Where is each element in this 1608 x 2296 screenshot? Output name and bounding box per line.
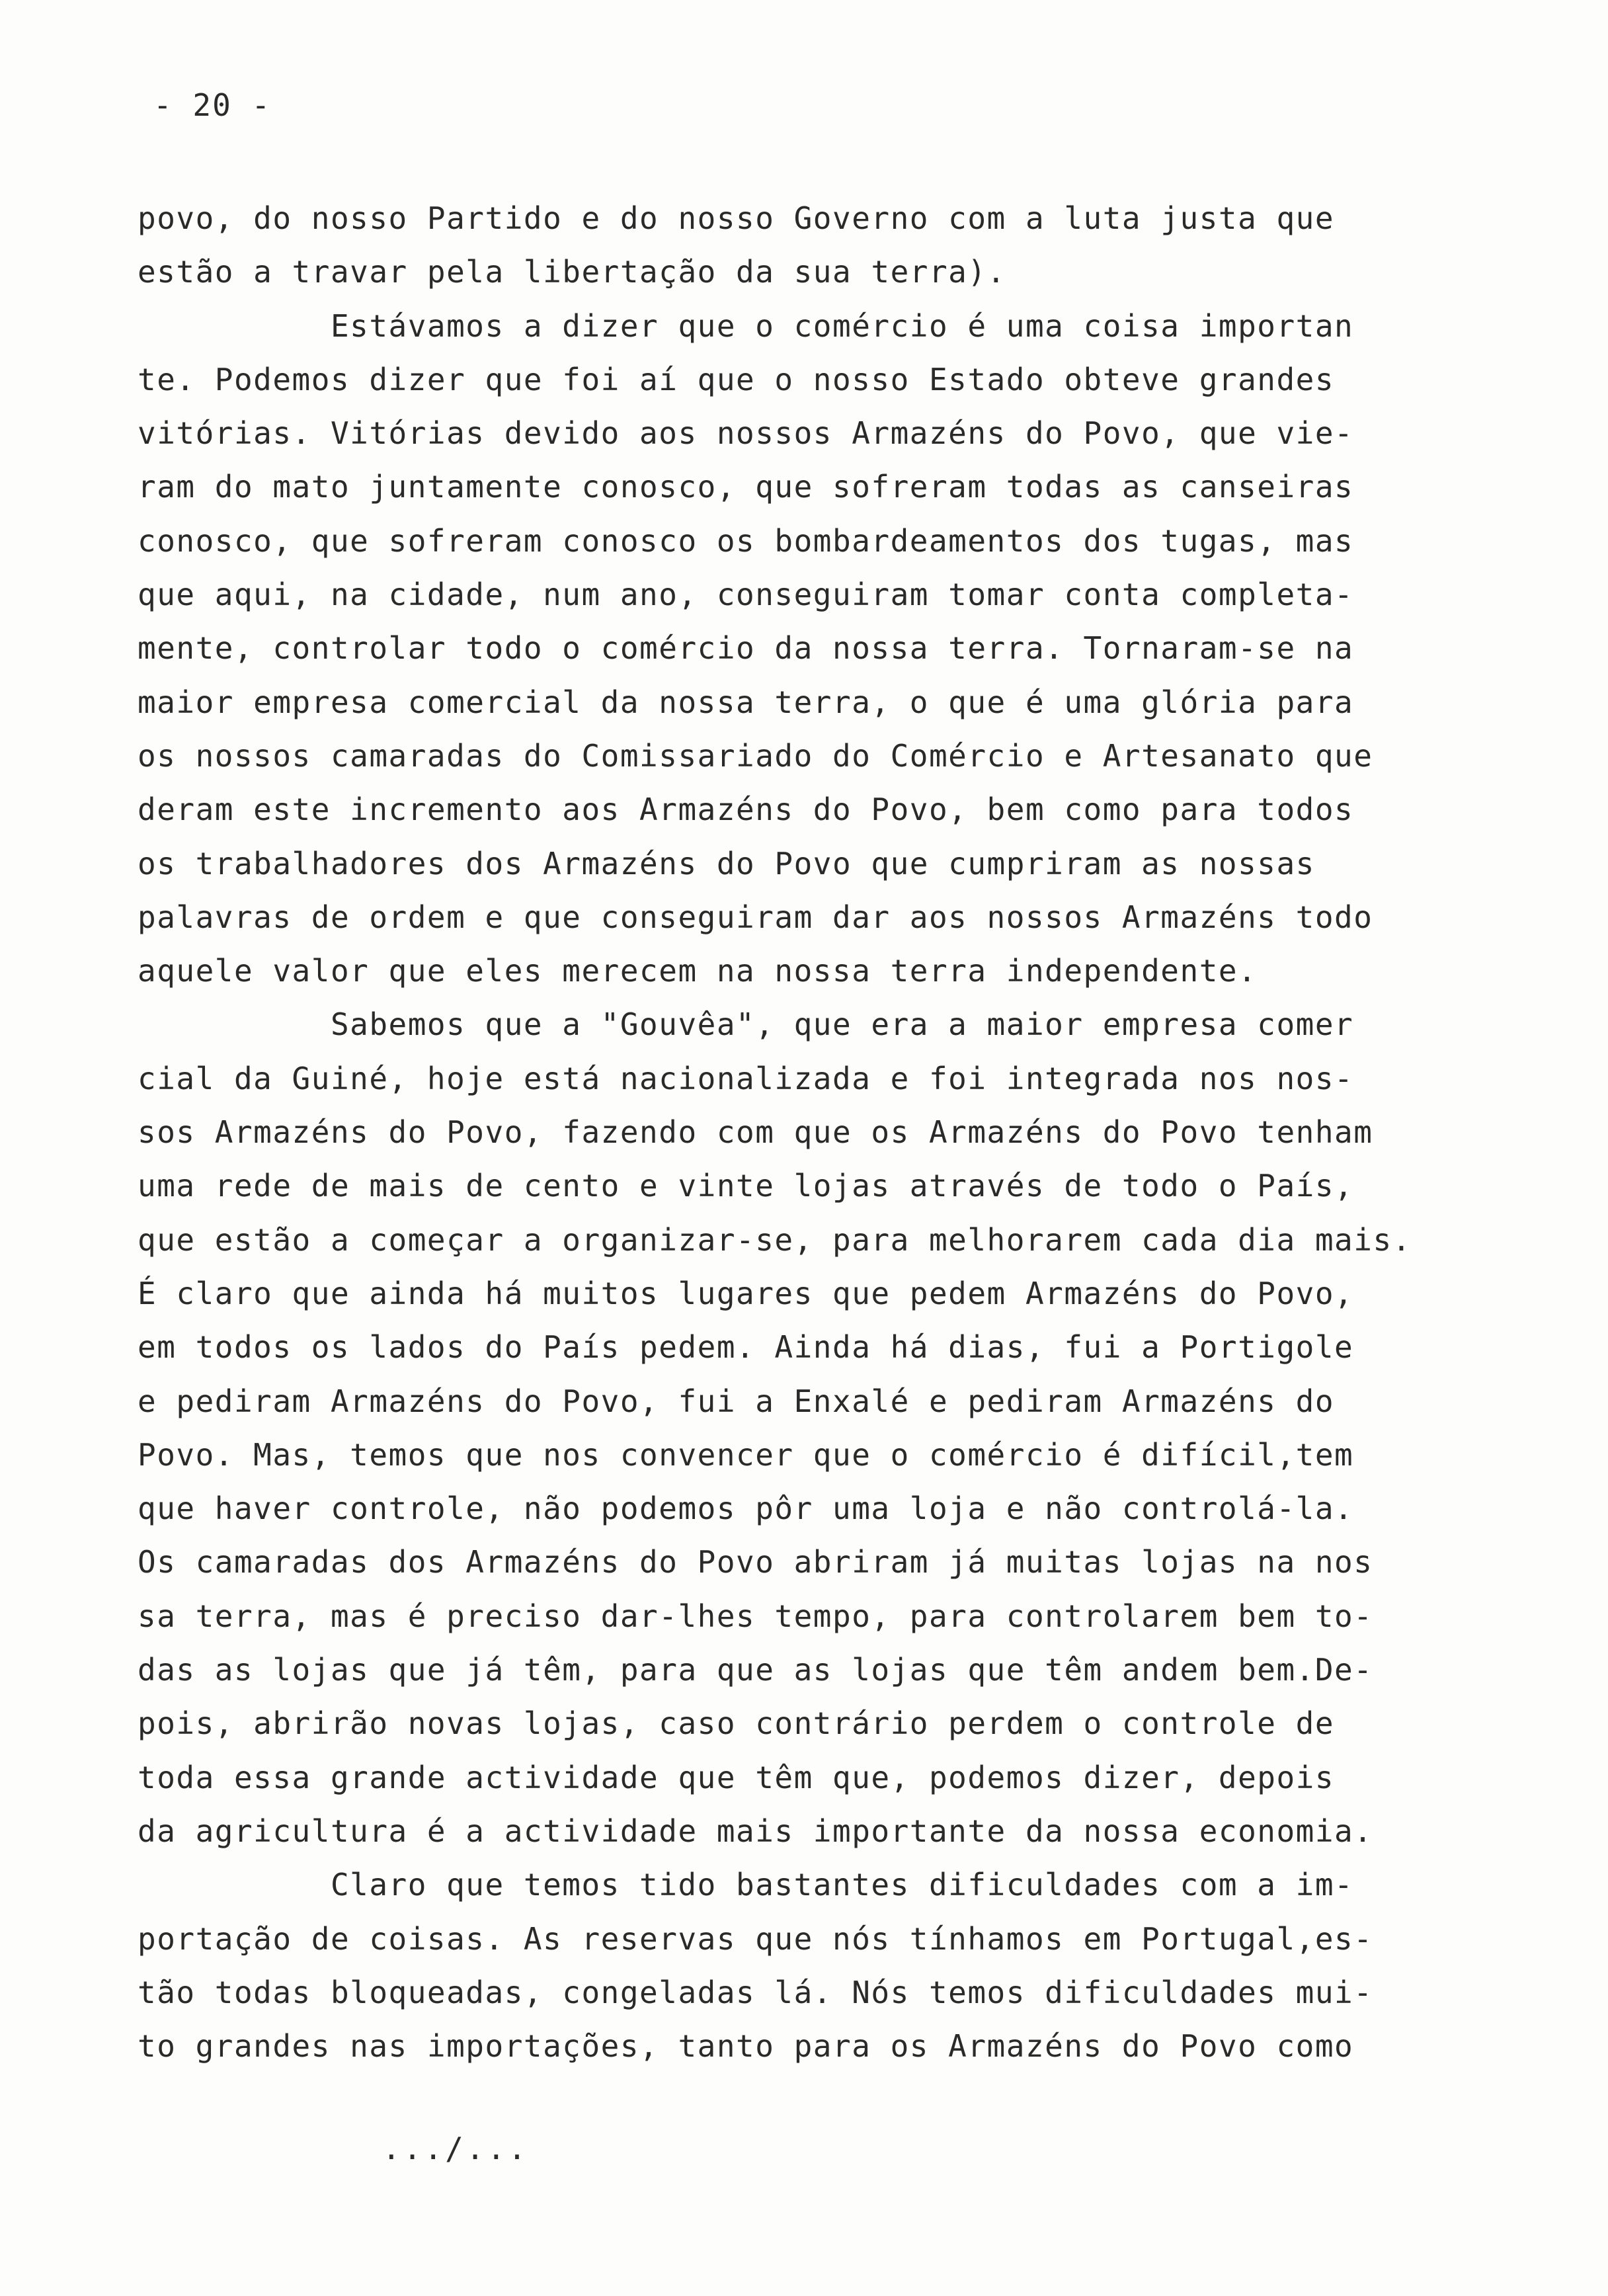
paragraph bbox=[138, 1858, 1447, 2073]
text-line: em todos os lados do País pedem. Ainda há dias, fui a Portigole bbox=[138, 1329, 1354, 1366]
text-line: É claro que ainda há muitos lugares que pedem Armazéns do Povo, bbox=[138, 1275, 1354, 1311]
paragraph bbox=[138, 192, 1447, 300]
text-line: sa terra, mas é preciso dar-lhes tempo, para controlarem bem to- bbox=[138, 1598, 1373, 1634]
text-line: palavras de ordem e que conseguiram dar aos nossos Armazéns todo bbox=[138, 899, 1373, 935]
paragraph bbox=[138, 300, 1447, 999]
text-line: conosco, que sofreram conosco os bombardeamentos dos tugas, mas bbox=[138, 522, 1354, 559]
text-line: que estão a começar a organizar-se, para melhorarem cada dia mais. bbox=[138, 1221, 1412, 1258]
text-line: Povo. Mas, temos que nos convencer que o comércio é difícil,tem bbox=[138, 1436, 1354, 1473]
text-line: tão todas bloqueadas, congeladas lá. Nós temos dificuldades mui- bbox=[138, 1974, 1373, 2010]
text-line: cial da Guiné, hoje está nacionalizada e foi integrada nos nos- bbox=[138, 1060, 1354, 1096]
text-line: estão a travar pela libertação da sua terra). bbox=[138, 254, 1006, 290]
text-line: que aqui, na cidade, num ano, conseguiram tomar conta completa- bbox=[138, 577, 1354, 613]
text-line: que haver controle, não podemos pôr uma loja e não controlá-la. bbox=[138, 1491, 1354, 1527]
text-line: to grandes nas importações, tanto para os Armazéns do Povo como bbox=[138, 2028, 1354, 2065]
text-line: vitórias. Vitórias devido aos nossos Armazéns do Povo, que vie- bbox=[138, 415, 1354, 452]
text-line: Estávamos a dizer que o comércio é uma coisa importan bbox=[138, 308, 1354, 344]
text-line: da agricultura é a actividade mais importante da nossa economia. bbox=[138, 1813, 1373, 1849]
text-line: mente, controlar todo o comércio da nossa terra. Tornaram-se na bbox=[138, 630, 1354, 667]
text-line: deram este incremento aos Armazéns do Povo, bem como para todos bbox=[138, 792, 1354, 828]
text-line: uma rede de mais de cento e vinte lojas através de todo o País, bbox=[138, 1168, 1354, 1204]
text-line: te. Podemos dizer que foi aí que o nosso Estado obteve grandes bbox=[138, 361, 1335, 397]
text-line: das as lojas que já têm, para que as lojas que têm andem bem.De- bbox=[138, 1652, 1373, 1688]
page-number: - 20 - bbox=[153, 87, 272, 123]
text-line: os nossos camaradas do Comissariado do Comércio e Artesanato que bbox=[138, 737, 1373, 774]
text-line: povo, do nosso Partido e do nosso Governo com a luta justa que bbox=[138, 200, 1335, 236]
text-line: portação de coisas. As reservas que nós tínhamos em Portugal,es- bbox=[138, 1920, 1373, 1957]
text-line: maior empresa comercial da nossa terra, o que é uma glória para bbox=[138, 684, 1354, 720]
text-line: sos Armazéns do Povo, fazendo com que os Armazéns do Povo tenham bbox=[138, 1114, 1373, 1151]
text-line: os trabalhadores dos Armazéns do Povo que cumpriram as nossas bbox=[138, 845, 1315, 882]
text-line: Sabemos que a "Gouvêa", que era a maior empresa comer bbox=[138, 1006, 1354, 1043]
text-line: Os camaradas dos Armazéns do Povo abriram já muitas lojas na nos bbox=[138, 1544, 1373, 1580]
text-line: aquele valor que eles merecem na nossa terra independente. bbox=[138, 953, 1258, 989]
body-text bbox=[138, 192, 1447, 2073]
paragraph bbox=[138, 998, 1447, 1858]
text-line: Claro que temos tido bastantes dificuldades com a im- bbox=[138, 1867, 1354, 1903]
text-line: toda essa grande actividade que têm que, podemos dizer, depois bbox=[138, 1759, 1335, 1795]
text-line: pois, abrirão novas lojas, caso contrário perdem o controle de bbox=[138, 1705, 1335, 1742]
text-line: ram do mato juntamente conosco, que sofreram todas as canseiras bbox=[138, 469, 1354, 505]
continuation-mark: .../... bbox=[382, 2131, 529, 2166]
text-line: e pediram Armazéns do Povo, fui a Enxalé e pediram Armazéns do bbox=[138, 1383, 1335, 1419]
